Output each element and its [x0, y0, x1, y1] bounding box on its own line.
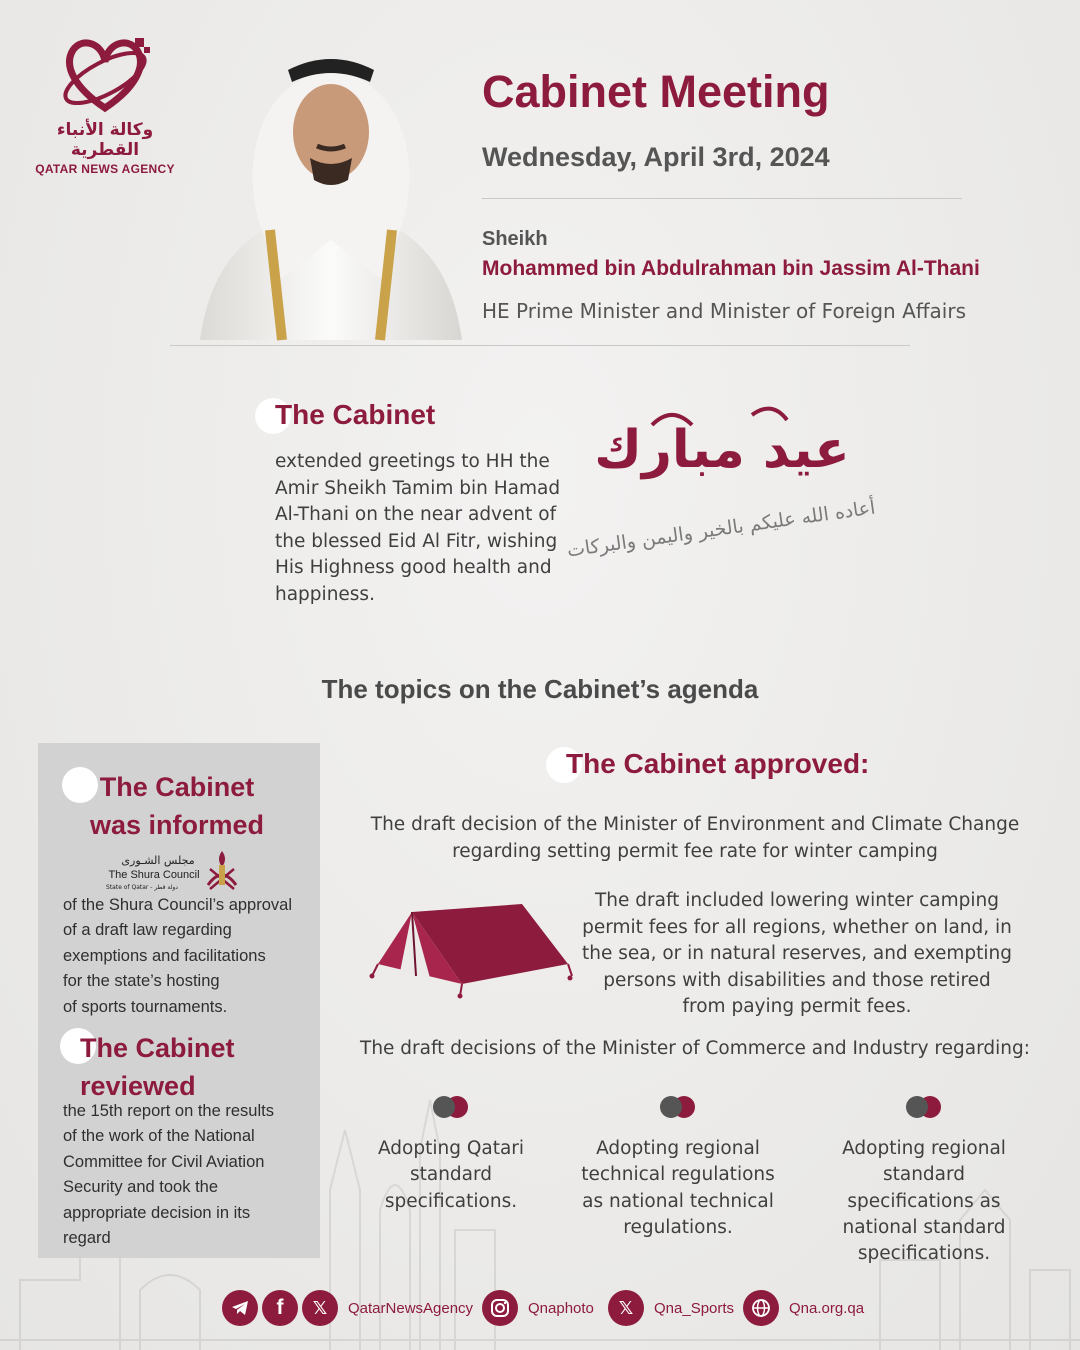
informed-line: of the Shura Council’s approval — [63, 896, 293, 914]
section-divider — [170, 345, 910, 346]
shura-sub: State of Qatar - دولة قطر — [106, 884, 178, 891]
shura-arabic: مجلس الشـورى — [121, 854, 195, 867]
bullet-dots-icon — [431, 1095, 471, 1119]
reviewed-line: regard — [63, 1229, 111, 1248]
option-line: standard — [409, 1164, 493, 1186]
header-divider — [482, 198, 962, 199]
x-twitter-icon[interactable]: 𝕏 — [608, 1290, 644, 1326]
informed-line: for the state’s hosting — [63, 972, 220, 991]
honorific: Sheikh — [482, 228, 548, 250]
shura-english: The Shura Council — [108, 869, 200, 881]
greeting-text: extended greetings to HH the Amir Sheikh Tamim bin Hamad Al-Thani on the near advent of the blessed Eid Al Fitr, wishing His Highness good health and happiness. — [275, 451, 561, 605]
detail-line: persons with disabilities and those retired — [603, 969, 991, 991]
agenda-title: The topics on the Cabinet’s agenda — [321, 674, 759, 704]
approved-item-1-detail — [572, 888, 1022, 1021]
option-line: national standard — [842, 1216, 1006, 1238]
option-line: regulations. — [623, 1216, 733, 1238]
social-qna[interactable] — [222, 1290, 473, 1326]
detail-line: The draft included lowering winter camping — [594, 890, 999, 911]
option-line: specifications as — [847, 1190, 1001, 1212]
approved-item-1-line: regarding setting permit fee rate for winter camping — [452, 840, 938, 862]
approved-item-2: The draft decisions of the Minister of Commerce and Industry regarding: — [360, 1038, 1030, 1059]
reviewed-line: appropriate decision in its — [63, 1203, 251, 1222]
social-instagram[interactable] — [482, 1290, 594, 1326]
approved-item-1-line: The draft decision of the Minister of Environment and Climate Change — [370, 814, 1020, 835]
qna-emblem-icon — [55, 36, 155, 118]
option-2 — [568, 1136, 788, 1241]
option-line: technical regulations — [581, 1164, 775, 1186]
informed-heading-line1: The Cabinet — [99, 772, 255, 802]
bullet-dots-icon — [904, 1095, 944, 1119]
reviewed-line: the 15th report on the results — [63, 1102, 274, 1120]
approved-item-1 — [340, 812, 1050, 865]
facebook-icon[interactable]: f — [262, 1290, 298, 1326]
option-line: Adopting Qatari — [377, 1138, 525, 1159]
social-sports[interactable] — [608, 1290, 734, 1326]
approved-heading: The Cabinet approved: — [566, 748, 870, 779]
greeting-heading: The Cabinet — [275, 399, 436, 430]
chair-name: Mohammed bin Abdulrahman bin Jassim Al-Thani — [482, 257, 980, 280]
option-line: standard — [882, 1164, 966, 1186]
tent-icon — [372, 892, 572, 1002]
handle-photo[interactable]: Qnaphoto — [528, 1299, 594, 1317]
option-line: specifications. — [384, 1190, 518, 1212]
logo-arabic-name: وكالة الأنباء القطرية — [56, 120, 154, 160]
detail-line: permit fees for all regions, whether on land, in — [582, 916, 1012, 938]
meeting-date: Wednesday, April 3rd, 2024 — [482, 142, 830, 172]
website-link[interactable]: Qna.org.qa — [789, 1299, 865, 1317]
shura-emblem-icon — [208, 851, 236, 889]
option-line: Adopting regional — [596, 1138, 760, 1159]
informed-heading — [82, 768, 272, 844]
detail-line: from paying permit fees. — [682, 996, 912, 1017]
informed-line: of sports tournaments. — [63, 997, 228, 1016]
globe-icon[interactable] — [743, 1290, 779, 1326]
informed-heading-line2: was informed — [89, 810, 265, 840]
reviewed-heading-line2: reviewed — [80, 1071, 196, 1101]
option-line: Adopting regional — [842, 1138, 1006, 1159]
telegram-icon[interactable] — [222, 1290, 258, 1326]
informed-text — [63, 893, 292, 1020]
eid-sub-text: أعاده الله عليكم بالخير واليمن والبركات — [565, 496, 877, 562]
social-website[interactable] — [743, 1290, 864, 1326]
chair-position: HE Prime Minister and Minister of Foreign Affairs — [482, 299, 966, 323]
option-line: specifications. — [857, 1243, 991, 1265]
detail-line: the sea, or in natural reserves, and exempting — [582, 943, 1012, 964]
reviewed-line: of the work of the National — [63, 1127, 255, 1146]
reviewed-line: Security and took the — [63, 1178, 219, 1197]
eid-main-text: عيد مبارك — [594, 420, 850, 480]
informed-line: exemptions and facilitations — [63, 946, 266, 965]
option-1 — [341, 1136, 561, 1215]
instagram-icon[interactable] — [482, 1290, 518, 1326]
reviewed-heading — [80, 1029, 235, 1105]
option-3 — [814, 1136, 1034, 1267]
handle-sports[interactable]: Qna_Sports — [654, 1299, 735, 1317]
option-line: as national technical — [582, 1190, 774, 1212]
prime-minister-portrait — [200, 40, 462, 340]
shura-council-logo — [106, 845, 246, 893]
reviewed-heading-line1: The Cabinet — [80, 1033, 235, 1063]
logo-english-name: QATAR NEWS AGENCY — [35, 162, 175, 176]
informed-line: of a draft law regarding — [63, 921, 232, 940]
reviewed-text — [63, 1099, 274, 1251]
bullet-dots-icon — [658, 1095, 698, 1119]
page-title: Cabinet Meeting — [482, 66, 830, 117]
x-twitter-icon[interactable]: 𝕏 — [302, 1290, 338, 1326]
qna-logo — [30, 36, 180, 176]
handle-main[interactable]: QatarNewsAgency — [348, 1299, 474, 1317]
reviewed-line: Committee for Civil Aviation — [63, 1152, 265, 1171]
eid-mubarak-calligraphy — [565, 395, 877, 585]
